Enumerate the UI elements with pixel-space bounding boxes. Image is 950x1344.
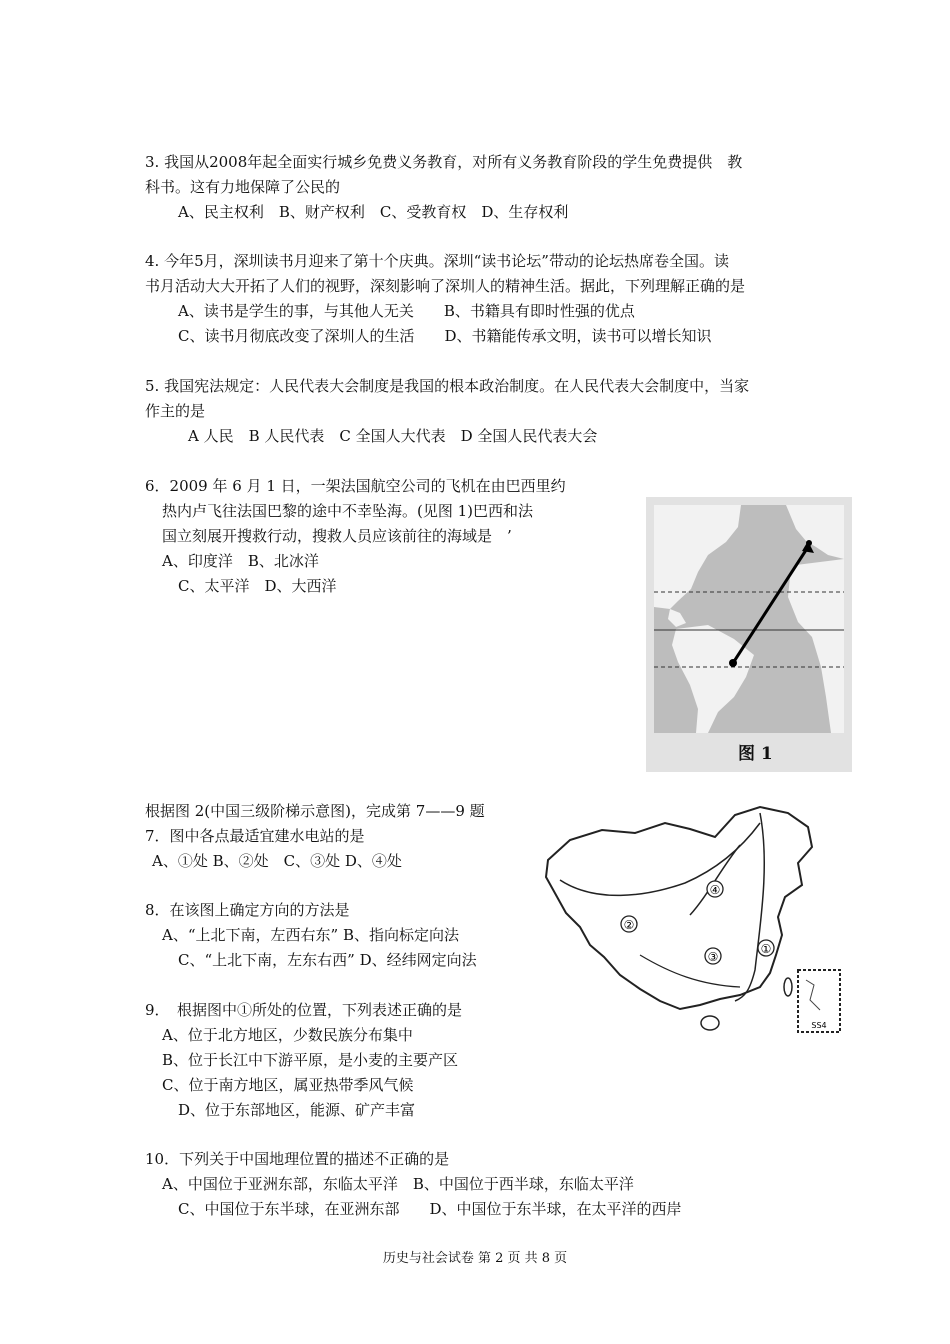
q8-stem: 8．在该图上确定方向的方法是 [145, 901, 350, 919]
q8-options-line2: C、“上北下南，左东右西” D、经纬网定向法 [178, 951, 477, 969]
q6-stem-line1: 6．2009 年 6 月 1 日，一架法国航空公司的飞机在由巴西里约 [145, 477, 566, 495]
map-label-1: ① [760, 942, 772, 956]
q3-stem-line2: 科书。这有力地保障了公民的 [145, 178, 341, 196]
q8-options-line1: A、“上北下南，左西右东” B、指向标定向法 [162, 926, 459, 944]
q9-option-d: D、位于东部地区，能源、矿产丰富 [178, 1101, 416, 1119]
map-label-2: ② [623, 918, 635, 932]
q4-options-line2: C、读书月彻底改变了深圳人的生活 D、书籍能传承文明，读书可以增长知识 [178, 327, 712, 345]
figure-2-china-map [540, 805, 845, 1040]
q4-options-line1: A、读书是学生的事，与其他人无关 B、书籍具有即时性强的优点 [178, 302, 635, 320]
q7-stem: 7．图中各点最适宜建水电站的是 [145, 827, 365, 845]
china-map-drawing [540, 805, 845, 1040]
q10-options-line1: A、中国位于亚洲东部，东临太平洋 B、中国位于西半球，东临太平洋 [162, 1175, 634, 1193]
inset-label: SS4 [811, 1021, 827, 1030]
q6-stem-line3: 国立刻展开搜救行动，搜救人员应该前往的海域是 ’ [162, 527, 512, 545]
q9-option-b: B、位于长江中下游平原，是小麦的主要产区 [162, 1051, 459, 1069]
q7-options: A、①处 B、②处 C、③处 D、④处 [152, 852, 402, 870]
q9-option-c: C、位于南方地区，属亚热带季风气候 [162, 1076, 414, 1094]
figure-1-caption: 图 1 [738, 744, 773, 764]
q9-option-a: A、位于北方地区，少数民族分布集中 [162, 1026, 413, 1044]
questions-7-9-intro: 根据图 2(中国三级阶梯示意图)，完成第 7——9 题 [145, 802, 485, 820]
q10-stem: 10．下列关于中国地理位置的描述不正确的是 [145, 1150, 450, 1168]
q5-stem-line1: 5. 我国宪法规定：人民代表大会制度是我国的根本政治制度。在人民代表大会制度中，当家 [145, 377, 750, 395]
q4-stem-line1: 4. 今年5月，深圳读书月迎来了第十个庆典。深圳“读书论坛”带动的论坛热席卷全国。读 [145, 252, 729, 270]
q10-options-line2: C、中国位于东半球，在亚洲东部 D、中国位于东半球，在太平洋的西岸 [178, 1200, 682, 1218]
page-footer: 历史与社会试卷 第 2 页 共 8 页 [382, 1251, 568, 1266]
q6-options-line2: C、太平洋 D、大西洋 [178, 577, 337, 595]
q9-stem: 9． 根据图中①所处的位置，下列表述正确的是 [145, 1001, 463, 1019]
figure-1-atlantic-map [646, 497, 852, 772]
q3-stem-line1: 3. 我国从2008年起全面实行城乡免费义务教育，对所有义务教育阶段的学生免费提供 教 [145, 153, 743, 171]
q6-stem-line2: 热内卢飞往法国巴黎的途中不幸坠海。(见图 1)巴西和法 [162, 502, 534, 520]
map-label-4: ④ [709, 883, 721, 897]
q6-options-line1: A、印度洋 B、北冰洋 [162, 552, 319, 570]
q3-options: A、民主权利 B、财产权利 C、受教育权 D、生存权利 [178, 203, 569, 221]
q5-stem-line2: 作主的是 [145, 402, 206, 420]
q5-options: A 人民 B 人民代表 C 全国人大代表 D 全国人民代表大会 [188, 427, 598, 445]
q4-stem-line2: 书月活动大大开拓了人们的视野，深刻影响了深圳人的精神生活。据此，下列理解正确的是 [145, 277, 746, 295]
atlantic-map-drawing [646, 497, 852, 772]
map-label-3: ③ [707, 950, 719, 964]
